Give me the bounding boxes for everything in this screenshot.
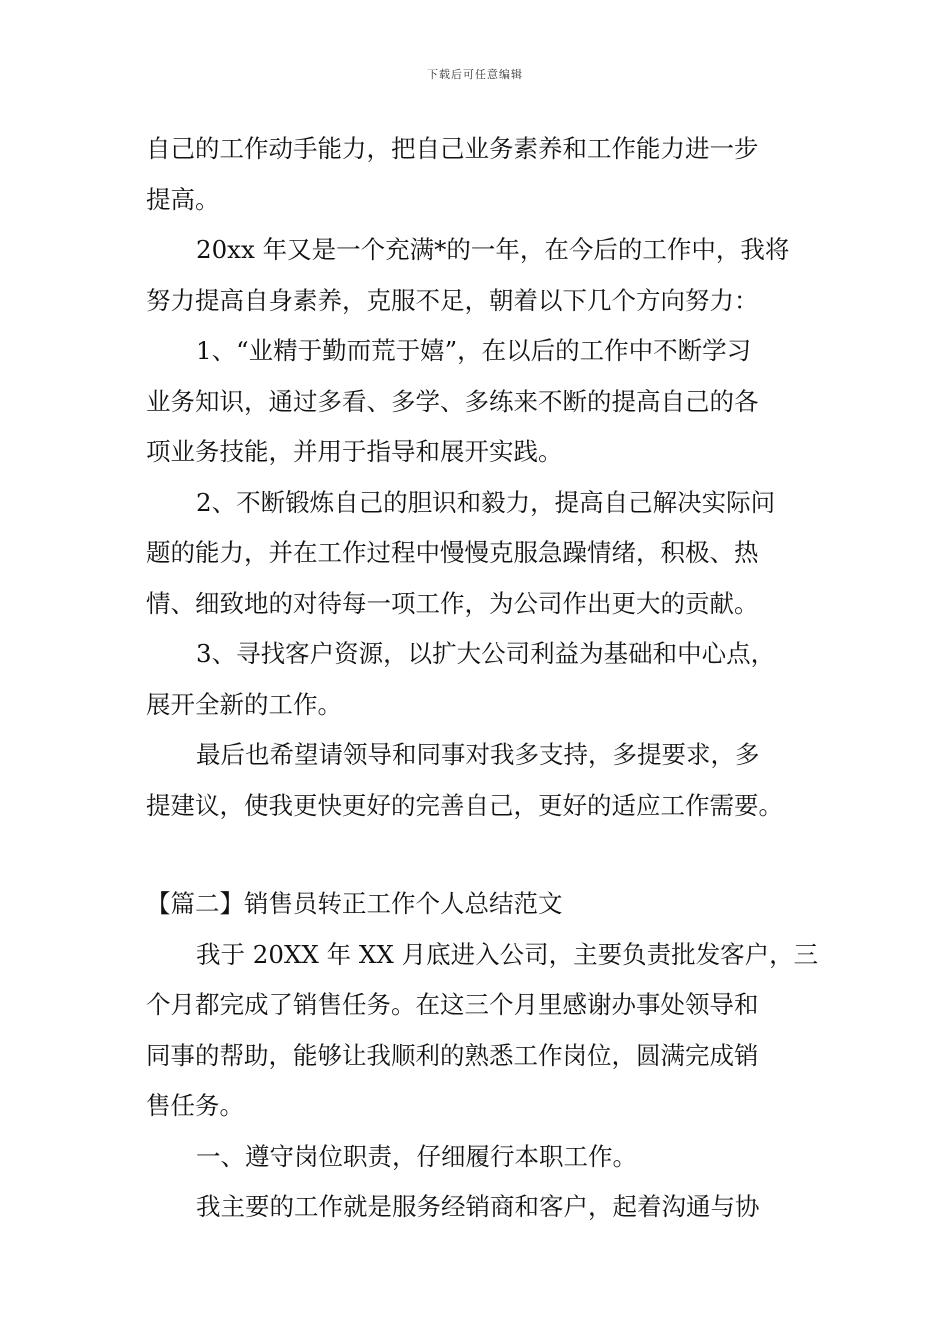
text-line: 项业务技能，并用于指导和展开实践。: [146, 437, 563, 466]
text-line: 3、寻找客户资源，以扩大公司利益为基础和中心点，: [196, 639, 776, 668]
text-line: 20xx 年又是一个充满*的一年，在今后的工作中，我将: [196, 235, 790, 264]
paragraph: [146, 225, 816, 326]
paragraph: [146, 124, 816, 225]
text-line: 售任务。: [146, 1091, 244, 1120]
text-line: 努力提高自身素养，克服不足，朝着以下几个方向努力：: [146, 285, 759, 315]
text-line: 我于 20XX 年 XX 月底进入公司，主要负责批发客户，三: [196, 939, 819, 969]
text-line: 同事的帮助，能够让我顺利的熟悉工作岗位，圆满完成销: [146, 1040, 759, 1070]
text-line: 最后也希望请领导和同事对我多支持，多提要求，多: [196, 740, 760, 769]
text-line: 提建议，使我更快更好的完善自己，更好的适应工作需要。: [146, 790, 783, 820]
paragraph: [146, 730, 816, 831]
text-line: 提高。: [146, 184, 220, 214]
text-line: 1、“业精于勤而荒于嬉”，在以后的工作中不断学习: [196, 336, 752, 365]
paragraph: [146, 478, 816, 630]
paragraph: [146, 1182, 816, 1233]
text-line: 业务知识，通过多看、多学、多练来不断的提高自己的各: [146, 386, 759, 416]
text-line: 2、不断锻炼自己的胆识和毅力，提高自己解决实际问: [196, 487, 776, 517]
text-line: 题的能力，并在工作过程中慢慢克服急躁情绪，积极、热: [146, 538, 759, 567]
paragraph: [146, 629, 816, 730]
paragraph: [146, 1132, 816, 1183]
paragraph: [146, 326, 816, 478]
text-line: 个月都完成了销售任务。在这三个月里感谢办事处领导和: [146, 990, 759, 1019]
text-line: 自己的工作动手能力，把自己业务素养和工作能力进一步: [146, 134, 759, 163]
document-body: [146, 124, 819, 1233]
text-line: 展开全新的工作。: [146, 689, 342, 719]
text-line: 情、细致地的对待每一项工作，为公司作出更大的贡献。: [146, 588, 759, 618]
section-heading: 【篇二】销售员转正工作个人总结范文: [146, 889, 563, 918]
text-line: 我主要的工作就是服务经销商和客户，起着沟通与协: [196, 1192, 760, 1221]
text-line: 一、遵守岗位职责，仔细履行本职工作。: [196, 1141, 637, 1171]
paragraph: [146, 930, 819, 1132]
section-spacer: [146, 831, 816, 879]
page-header-note: 下载后可任意编辑: [427, 68, 523, 81]
